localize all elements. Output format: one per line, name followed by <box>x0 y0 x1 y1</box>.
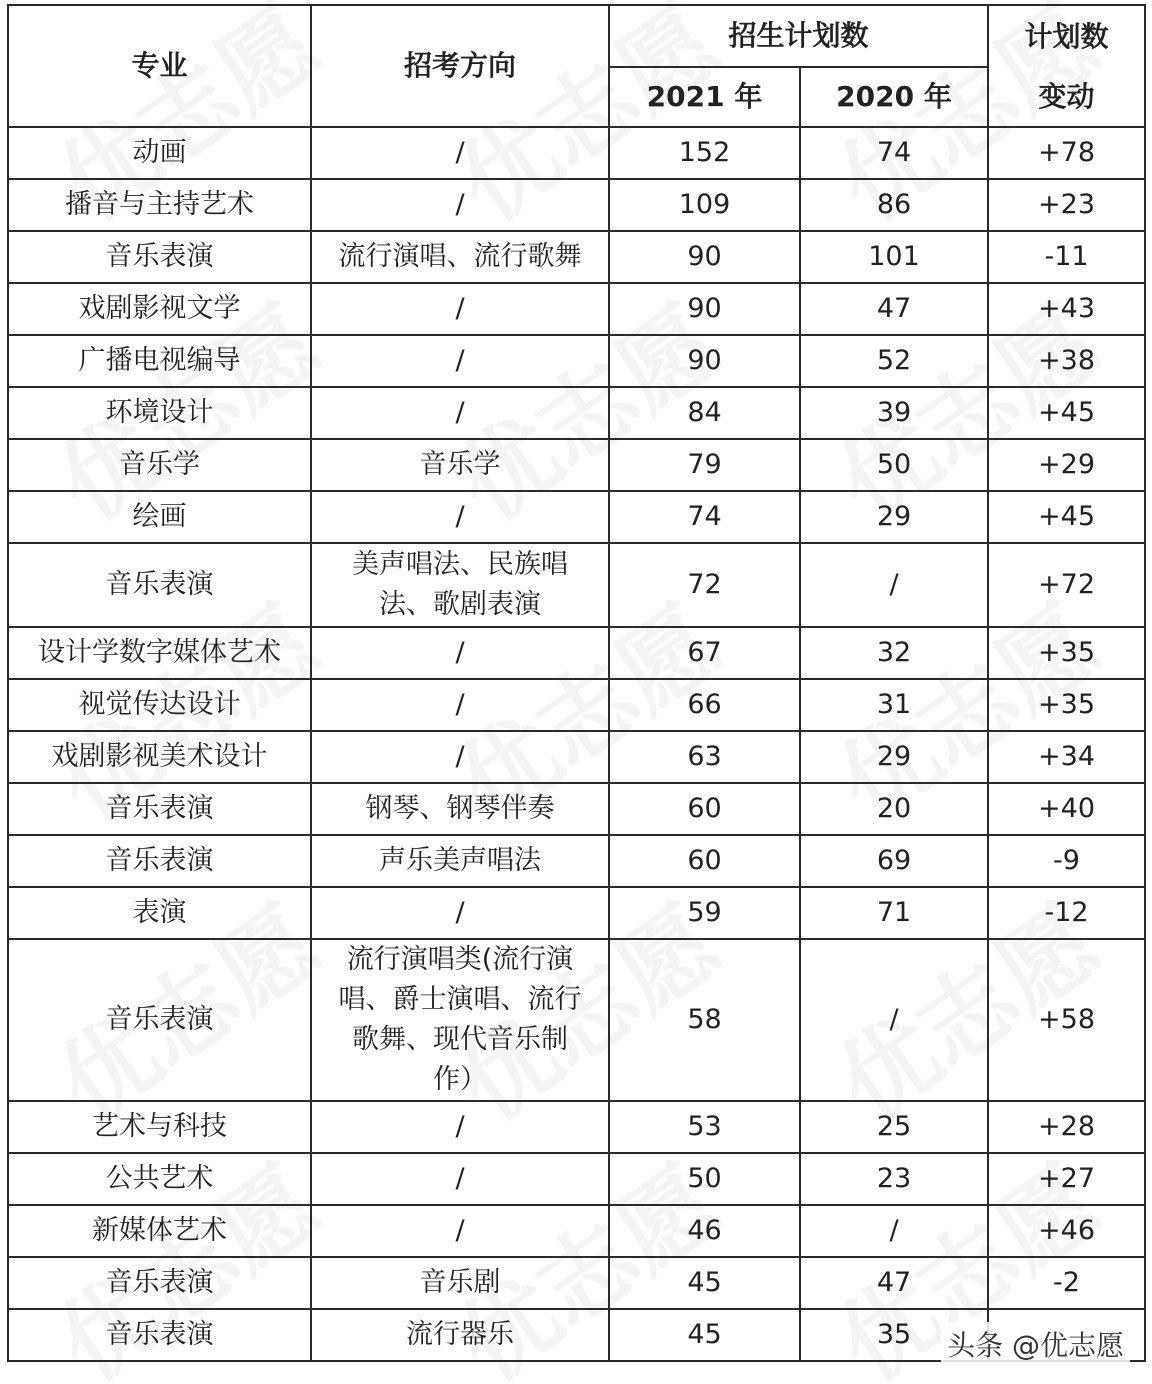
cell-change: +45 <box>988 491 1145 543</box>
cell-change: +78 <box>988 127 1145 179</box>
cell-plan-2021: 79 <box>609 439 800 491</box>
cell-plan-2021: 66 <box>609 679 800 731</box>
cell-plan-2020: / <box>800 543 988 627</box>
cell-plan-2020: 31 <box>800 679 988 731</box>
cell-plan-2021: 58 <box>609 939 800 1101</box>
cell-plan-2020: / <box>800 939 988 1101</box>
cell-plan-2020: 47 <box>800 283 988 335</box>
cell-major: 新媒体艺术 <box>8 1205 311 1257</box>
cell-major: 音乐表演 <box>8 783 311 835</box>
cell-direction: / <box>311 491 609 543</box>
cell-plan-2021: 67 <box>609 627 800 679</box>
cell-plan-2021: 63 <box>609 731 800 783</box>
cell-direction: 流行器乐 <box>311 1309 609 1361</box>
header-change-line2: 变动 <box>1038 80 1095 113</box>
cell-plan-2021: 59 <box>609 887 800 939</box>
cell-direction: / <box>311 731 609 783</box>
cell-major: 设计学数字媒体艺术 <box>8 627 311 679</box>
cell-plan-2020: 86 <box>800 179 988 231</box>
table-row <box>8 179 1145 231</box>
cell-plan-2021: 109 <box>609 179 800 231</box>
cell-change: -12 <box>988 887 1145 939</box>
cell-change: +28 <box>988 1101 1145 1153</box>
table-row <box>8 939 1145 1101</box>
header-year-2021: 2021 年 <box>609 67 800 127</box>
cell-plan-2020: 20 <box>800 783 988 835</box>
cell-change: -9 <box>988 835 1145 887</box>
cell-plan-2021: 72 <box>609 543 800 627</box>
table-row <box>8 627 1145 679</box>
cell-change: +43 <box>988 283 1145 335</box>
cell-plan-2021: 50 <box>609 1153 800 1205</box>
cell-major: 绘画 <box>8 491 311 543</box>
cell-plan-2021: 60 <box>609 783 800 835</box>
cell-major: 广播电视编导 <box>8 335 311 387</box>
table-row <box>8 231 1145 283</box>
cell-plan-2020: 50 <box>800 439 988 491</box>
cell-major: 戏剧影视美术设计 <box>8 731 311 783</box>
cell-plan-2020: 25 <box>800 1101 988 1153</box>
cell-plan-2021: 45 <box>609 1309 800 1361</box>
header-change-line1: 计划数 <box>1024 20 1109 53</box>
cell-major: 音乐表演 <box>8 939 311 1101</box>
cell-direction: / <box>311 627 609 679</box>
table-row <box>8 387 1145 439</box>
table-row <box>8 439 1145 491</box>
cell-plan-2020: 101 <box>800 231 988 283</box>
cell-plan-2021: 53 <box>609 1101 800 1153</box>
cell-plan-2021: 90 <box>609 283 800 335</box>
table-row <box>8 887 1145 939</box>
cell-major: 音乐表演 <box>8 1309 311 1361</box>
cell-plan-2021: 45 <box>609 1257 800 1309</box>
header-major: 专业 <box>8 5 311 127</box>
cell-major: 视觉传达设计 <box>8 679 311 731</box>
cell-direction: / <box>311 335 609 387</box>
header-change <box>988 5 1145 127</box>
cell-plan-2021: 90 <box>609 231 800 283</box>
cell-major: 环境设计 <box>8 387 311 439</box>
cell-direction: / <box>311 1205 609 1257</box>
cell-change: -2 <box>988 1257 1145 1309</box>
cell-plan-2020: 71 <box>800 887 988 939</box>
cell-change: +23 <box>988 179 1145 231</box>
cell-direction: 音乐学 <box>311 439 609 491</box>
cell-direction: / <box>311 887 609 939</box>
cell-plan-2021: 60 <box>609 835 800 887</box>
cell-major: 音乐学 <box>8 439 311 491</box>
footer-watermark: 头条 @优志愿 <box>941 1322 1130 1366</box>
cell-change: +29 <box>988 439 1145 491</box>
enrollment-plan-table <box>7 4 1146 1362</box>
cell-plan-2020: 29 <box>800 491 988 543</box>
cell-plan-2020: / <box>800 1205 988 1257</box>
cell-change: +40 <box>988 783 1145 835</box>
cell-change: +45 <box>988 387 1145 439</box>
cell-plan-2020: 52 <box>800 335 988 387</box>
table-row <box>8 1101 1145 1153</box>
table-row <box>8 491 1145 543</box>
cell-change: +35 <box>988 679 1145 731</box>
cell-major: 音乐表演 <box>8 543 311 627</box>
header-direction: 招考方向 <box>311 5 609 127</box>
cell-plan-2021: 46 <box>609 1205 800 1257</box>
cell-plan-2021: 74 <box>609 491 800 543</box>
cell-change: +38 <box>988 335 1145 387</box>
cell-direction: / <box>311 179 609 231</box>
table-row <box>8 731 1145 783</box>
cell-plan-2020: 74 <box>800 127 988 179</box>
cell-plan-2020: 69 <box>800 835 988 887</box>
cell-plan-2020: 47 <box>800 1257 988 1309</box>
cell-direction: 美声唱法、民族唱法、歌剧表演 <box>311 543 609 627</box>
cell-direction: / <box>311 679 609 731</box>
cell-direction: / <box>311 283 609 335</box>
cell-direction: 钢琴、钢琴伴奏 <box>311 783 609 835</box>
header-year-2020: 2020 年 <box>800 67 988 127</box>
cell-change: +72 <box>988 543 1145 627</box>
cell-direction: 流行演唱、流行歌舞 <box>311 231 609 283</box>
cell-major: 动画 <box>8 127 311 179</box>
table-row <box>8 1153 1145 1205</box>
cell-change: -11 <box>988 231 1145 283</box>
cell-direction: 流行演唱类(流行演唱、爵士演唱、流行歌舞、现代音乐制作） <box>311 939 609 1101</box>
cell-major: 戏剧影视文学 <box>8 283 311 335</box>
cell-major: 播音与主持艺术 <box>8 179 311 231</box>
cell-plan-2020: 39 <box>800 387 988 439</box>
cell-plan-2021: 84 <box>609 387 800 439</box>
cell-change: +46 <box>988 1205 1145 1257</box>
cell-plan-2020: 29 <box>800 731 988 783</box>
cell-plan-2021: 152 <box>609 127 800 179</box>
table-row <box>8 283 1145 335</box>
cell-major: 音乐表演 <box>8 1257 311 1309</box>
table-row <box>8 783 1145 835</box>
cell-major: 音乐表演 <box>8 231 311 283</box>
table-row <box>8 335 1145 387</box>
table-row <box>8 1257 1145 1309</box>
cell-plan-2020: 35 <box>800 1309 988 1361</box>
cell-change: +34 <box>988 731 1145 783</box>
cell-plan-2020: 23 <box>800 1153 988 1205</box>
cell-plan-2021: 90 <box>609 335 800 387</box>
table-row <box>8 127 1145 179</box>
cell-change: +35 <box>988 627 1145 679</box>
cell-direction: / <box>311 387 609 439</box>
table-row <box>8 679 1145 731</box>
header-plan: 招生计划数 <box>609 5 988 67</box>
cell-direction: / <box>311 127 609 179</box>
cell-major: 音乐表演 <box>8 835 311 887</box>
table-row <box>8 1205 1145 1257</box>
cell-major: 表演 <box>8 887 311 939</box>
cell-plan-2020: 32 <box>800 627 988 679</box>
cell-change: +58 <box>988 939 1145 1101</box>
cell-direction: 声乐美声唱法 <box>311 835 609 887</box>
table-row <box>8 543 1145 627</box>
cell-major: 公共艺术 <box>8 1153 311 1205</box>
table-body <box>8 127 1145 1361</box>
table-row <box>8 835 1145 887</box>
cell-major: 艺术与科技 <box>8 1101 311 1153</box>
cell-direction: 音乐剧 <box>311 1257 609 1309</box>
cell-change: +27 <box>988 1153 1145 1205</box>
cell-direction: / <box>311 1153 609 1205</box>
cell-direction: / <box>311 1101 609 1153</box>
